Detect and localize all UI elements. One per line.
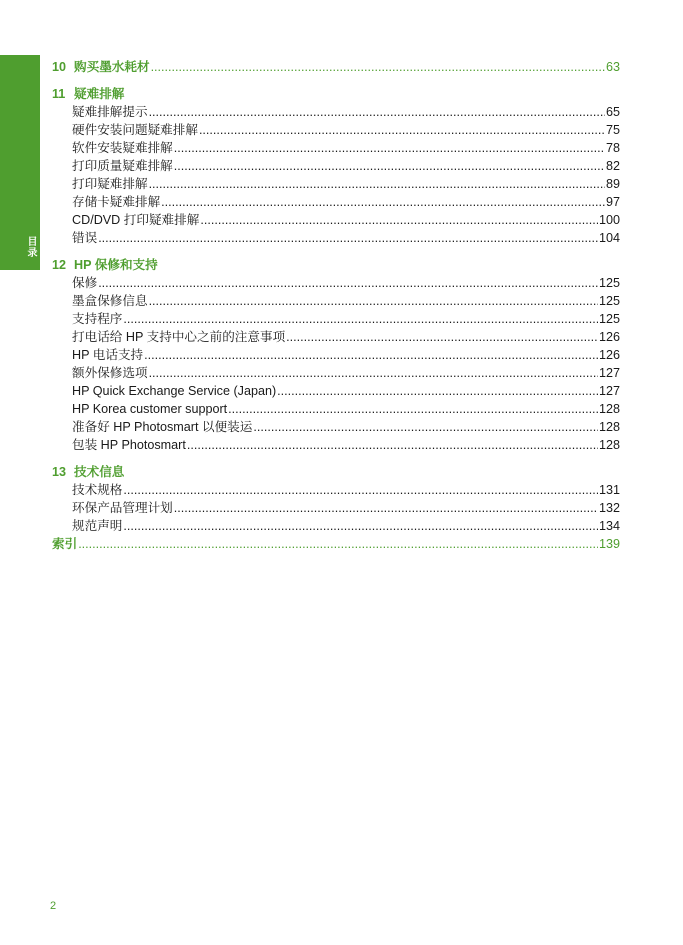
toc-entry[interactable] <box>52 103 620 121</box>
dot-leader <box>123 481 598 499</box>
chapter-number: 12 <box>52 258 67 272</box>
dot-leader <box>149 364 598 382</box>
toc-chapter-11[interactable] <box>52 85 620 103</box>
dot-leader <box>253 418 598 436</box>
toc-chapter-13[interactable] <box>52 463 620 481</box>
dot-leader <box>149 292 598 310</box>
dot-leader <box>98 229 598 247</box>
toc-entry[interactable] <box>52 517 620 535</box>
toc-entry[interactable] <box>52 499 620 517</box>
page-ref: 125 <box>598 294 620 308</box>
dot-leader <box>200 211 598 229</box>
table-of-contents <box>52 58 620 553</box>
page-ref: 104 <box>598 231 620 245</box>
toc-entry[interactable] <box>52 382 620 400</box>
chapter-title: 购买墨水耗材 <box>74 60 150 74</box>
toc-entry[interactable] <box>52 310 620 328</box>
page-ref: 127 <box>598 366 620 380</box>
page-ref: 128 <box>598 402 620 416</box>
chapter-number: 10 <box>52 60 67 74</box>
entry-title: 包装 HP Photosmart <box>72 438 186 452</box>
page-ref: 132 <box>598 501 620 515</box>
page-ref: 125 <box>598 276 620 290</box>
page-ref: 126 <box>598 330 620 344</box>
entry-title: 硬件安装问题疑难排解 <box>72 123 198 137</box>
page-ref: 100 <box>598 213 620 227</box>
entry-title: 额外保修选项 <box>72 366 148 380</box>
chapter-title: 技术信息 <box>74 465 125 479</box>
dot-leader <box>98 274 598 292</box>
entry-title: HP 电话支持 <box>72 348 144 362</box>
toc-index[interactable] <box>52 535 620 553</box>
entry-title: 软件安装疑难排解 <box>72 141 173 155</box>
entry-title: CD/DVD 打印疑难排解 <box>72 213 200 227</box>
page-ref: 75 <box>605 123 620 137</box>
entry-title: 准备好 HP Photosmart 以便装运 <box>72 420 253 434</box>
toc-entry[interactable] <box>52 292 620 310</box>
toc-entry[interactable] <box>52 139 620 157</box>
page-ref: 82 <box>605 159 620 173</box>
chapter-number: 11 <box>52 87 66 101</box>
toc-entry[interactable] <box>52 229 620 247</box>
chapter-number: 13 <box>52 465 67 479</box>
dot-leader <box>161 193 605 211</box>
toc-entry[interactable] <box>52 328 620 346</box>
page-ref: 125 <box>598 312 620 326</box>
entry-title: HP Korea customer support <box>72 402 228 416</box>
entry-title: 错误 <box>72 231 98 245</box>
entry-title: 打电话给 HP 支持中心之前的注意事项 <box>72 330 286 344</box>
toc-chapter-10[interactable] <box>52 58 620 76</box>
entry-title: 打印疑难排解 <box>72 177 148 191</box>
dot-leader <box>123 310 598 328</box>
toc-entry[interactable] <box>52 157 620 175</box>
dot-leader <box>174 157 605 175</box>
dot-leader <box>149 175 605 193</box>
entry-title: 环保产品管理计划 <box>72 501 173 515</box>
entry-title: 存储卡疑难排解 <box>72 195 161 209</box>
chapter-title: HP 保修和支持 <box>74 258 158 272</box>
page-ref: 63 <box>605 60 620 74</box>
page-ref: 78 <box>605 141 620 155</box>
entry-title: 技术规格 <box>72 483 123 497</box>
toc-entry[interactable] <box>52 121 620 139</box>
entry-title: 打印质量疑难排解 <box>72 159 173 173</box>
entry-title: 支持程序 <box>72 312 123 326</box>
page-ref: 139 <box>598 537 620 551</box>
toc-entry[interactable] <box>52 175 620 193</box>
toc-entry[interactable] <box>52 418 620 436</box>
page-ref: 97 <box>605 195 620 209</box>
index-title: 索引 <box>52 537 78 551</box>
page-ref: 128 <box>598 438 620 452</box>
page-ref: 134 <box>598 519 620 533</box>
page-ref: 128 <box>598 420 620 434</box>
entry-title: HP Quick Exchange Service (Japan) <box>72 384 277 398</box>
toc-entry[interactable] <box>52 481 620 499</box>
entry-title: 规范声明 <box>72 519 123 533</box>
dot-leader <box>151 58 605 76</box>
chapter-title: 疑难排解 <box>74 87 125 101</box>
dot-leader <box>277 382 598 400</box>
dot-leader <box>144 346 598 364</box>
page-ref: 126 <box>598 348 620 362</box>
toc-entry[interactable] <box>52 211 620 229</box>
toc-entry[interactable] <box>52 436 620 454</box>
toc-entry[interactable] <box>52 193 620 211</box>
toc-chapter-12[interactable] <box>52 256 620 274</box>
dot-leader <box>174 499 598 517</box>
toc-entry[interactable] <box>52 400 620 418</box>
entry-title: 保修 <box>72 276 98 290</box>
dot-leader <box>228 400 598 418</box>
page-ref: 131 <box>598 483 620 497</box>
dot-leader <box>199 121 605 139</box>
page-ref: 127 <box>598 384 620 398</box>
side-tab-label: 目录 <box>25 236 36 258</box>
dot-leader <box>123 517 598 535</box>
dot-leader <box>149 103 605 121</box>
dot-leader <box>286 328 598 346</box>
dot-leader <box>187 436 598 454</box>
dot-leader <box>78 535 598 553</box>
entry-title: 疑难排解提示 <box>72 105 148 119</box>
page-ref: 89 <box>605 177 620 191</box>
dot-leader <box>174 139 605 157</box>
entry-title: 墨盒保修信息 <box>72 294 148 308</box>
page-ref: 65 <box>605 105 620 119</box>
toc-entry[interactable] <box>52 364 620 382</box>
toc-entry[interactable] <box>52 346 620 364</box>
page-number: 2 <box>50 900 57 912</box>
toc-entry[interactable] <box>52 274 620 292</box>
